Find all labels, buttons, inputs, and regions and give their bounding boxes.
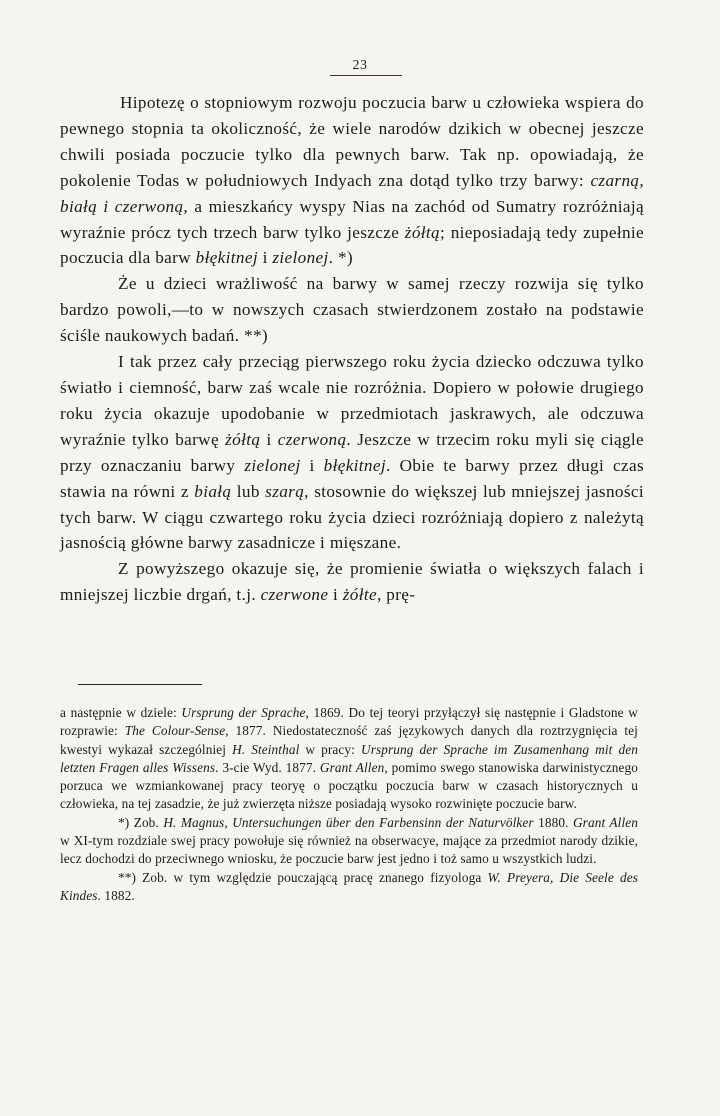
text-span: **) Zob. w tym względzie pouczającą pracę znanego fizyologa	[118, 869, 488, 885]
text-span: lub	[231, 481, 266, 501]
italic-span: The Colour-Sense	[124, 723, 226, 739]
text-span: Że u dzieci wrażliwość na barwy w samej rzeczy rozwija się tylko bardzo powoli,—to w nowszych czasach stwierdzonem zostało na podstawie ściśle naukowych badań. **)	[60, 274, 644, 346]
paragraph-2	[60, 271, 644, 349]
text-span: , stosownie do większej lub mniejszej jasności tych barw. W ciągu czwartego roku życia dzieci rozróżniają dopiero z należytą jasnością główne barwy zasadnicze i mięszane.	[60, 481, 644, 553]
italic-span: szarą	[265, 481, 305, 501]
italic-span: błękitnej	[323, 455, 386, 475]
text-span: ; nieposiadają tedy zupełnie poczucia dla barw	[60, 222, 644, 268]
footnote-2	[60, 869, 638, 906]
italic-span: Grant Allen	[319, 759, 385, 775]
text-span: , 1877. Niedostateczność zaś językowych danych dla roztrzygnięcia tej kwestyi wykazał szczególniej	[60, 723, 638, 757]
footnote-continuation	[60, 704, 638, 814]
text-span: i	[328, 585, 343, 605]
italic-span: Grant Allen	[572, 814, 638, 830]
italic-span: błękitnej	[195, 248, 258, 268]
italic-span: czerwone	[260, 585, 329, 605]
italic-span: Ursprung der Sprache	[181, 705, 306, 720]
text-span: I tak przez cały przeciąg pierwszego roku życia dziecko odczuwa tylko światło i ciemność, barw zaś wcale nie rozróżnia. Dopiero w połowie drugiego roku życia okazuje upodobanie w przedmiotach jaskrawych, ale odczuwa wyraźnie tylko barwę	[60, 352, 644, 449]
footnotes	[60, 704, 638, 905]
italic-span: żółte	[342, 585, 377, 605]
text-span: 1880.	[533, 814, 573, 830]
main-text	[60, 90, 644, 608]
italic-span: W. Preyera, Die Seele des Kindes	[60, 869, 639, 903]
page-number-rule	[330, 75, 402, 76]
italic-span: żółtą	[404, 222, 440, 242]
italic-span: żółtą	[225, 429, 261, 449]
footnote-rule	[78, 684, 202, 685]
italic-span: zielonej	[272, 248, 329, 268]
italic-span: H. Magnus, Untersuchungen über den Farbensinn der Naturvölker	[163, 814, 534, 830]
paragraph-4	[60, 556, 644, 608]
italic-span: Ursprung der Sprache im Zusamenhang mit den letzten Fragen alles Wissens	[60, 741, 638, 775]
text-span: i	[260, 429, 278, 449]
footnote-1	[60, 814, 638, 869]
text-span: . *)	[328, 248, 353, 268]
text-span: , 1869. Do tej teoryi przyłączył się następnie i Gladstone w rozprawie:	[60, 705, 639, 739]
text-span: . 3-cie Wyd. 1877.	[215, 759, 320, 775]
text-span: . Obie te barwy przez długi czas stawia na równi z	[60, 455, 644, 501]
text-span: , pomimo swego stanowiska darwinistycznego porzuca we wzmiankowanej pracy teoryę o początku poczucia barw w czasach historycznych u człowieka, na tej zasadzie, że już zwierzęta niższe posiadają wysoko rozwinięte poczucie barw.	[60, 759, 638, 812]
paragraph-3	[60, 349, 644, 556]
italic-span: zielonej	[244, 455, 301, 475]
text-span: w pracy:	[299, 741, 361, 757]
text-span: . 1882.	[97, 887, 135, 903]
text-span: *) Zob.	[118, 814, 164, 830]
text-span: . Jeszcze w trzecim roku myli się ciągle przy oznaczaniu barwy	[60, 429, 644, 475]
text-span: Z powyższego okazuje się, że promienie światła o większych falach i mniejszej liczbie drgań, t.j.	[60, 559, 644, 605]
text-span: i	[257, 248, 273, 268]
text-span: , prę-	[376, 585, 416, 605]
text-span: Hipotezę o stopniowym rozwoju poczucia barw u człowieka wspiera do pewnego stopnia ta okoliczność, że wiele narodów dzikich w obecnej jeszcze chwili posiada poczucie tylko dla pewnych barw. Tak np. opowiadają, że pokolenie Todas w południowych Indyach zna dotąd tylko trzy barwy:	[60, 93, 644, 190]
text-span: , a mieszkańcy wyspy Nias na zachód od Sumatry rozróżniają wyraźnie prócz tych trzech barw tylko jeszcze	[60, 196, 644, 242]
italic-span: czarną, białą i czerwoną	[60, 170, 644, 216]
italic-span: czerwoną	[277, 429, 347, 449]
text-span: i	[300, 455, 324, 475]
text-span: a następnie w dziele:	[60, 705, 182, 720]
page-number: 23	[352, 58, 368, 73]
italic-span: białą	[194, 481, 232, 501]
italic-span: H. Steinthal	[232, 741, 300, 757]
text-span: w XI-tym rozdziale swej pracy powołuje się również na obserwacye, mające za przedmiot narody dzikie, lecz dochodzi do przeciwnego wniosku, że poczucie barw jest jedno i toż samo u wszystkich ludzi.	[60, 833, 638, 867]
paragraph-1	[60, 90, 644, 271]
